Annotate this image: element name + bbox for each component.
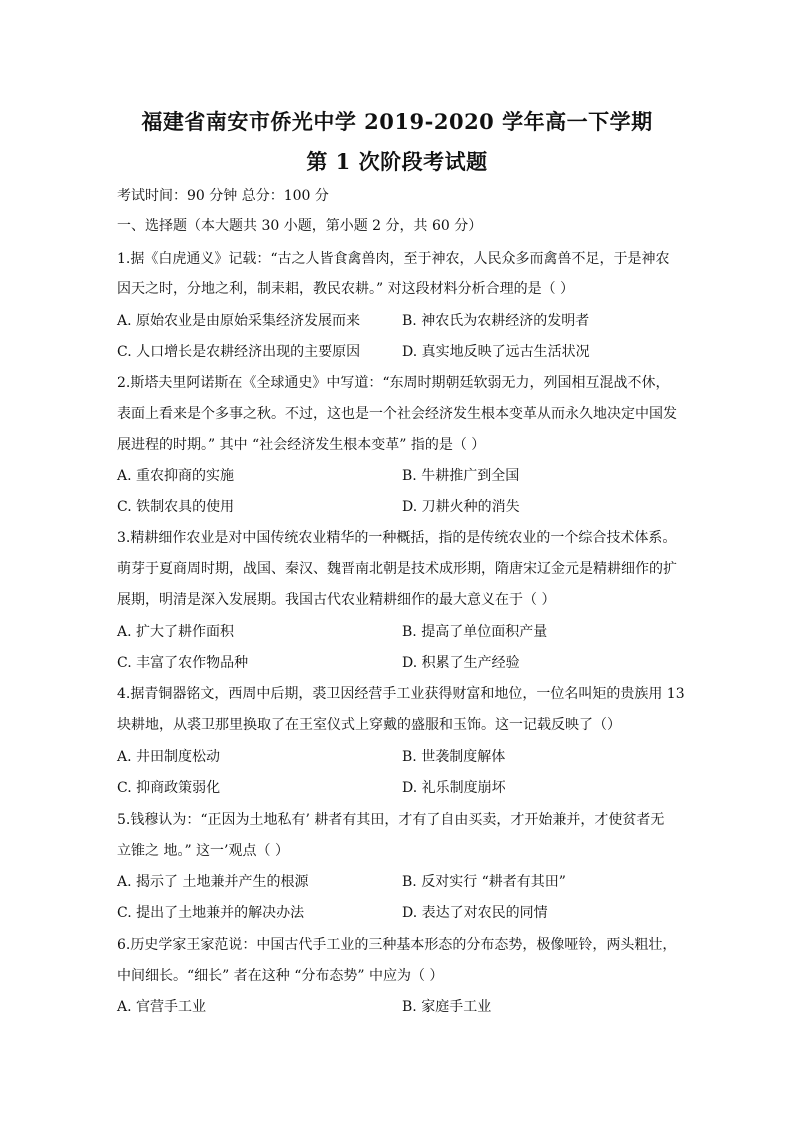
option-b: B. 牛耕推广到全国 xyxy=(402,468,520,484)
option-b: B. 神农氏为农耕经济的发明者 xyxy=(402,313,590,329)
question-text: 表面上看来是个多事之秋。不过，这也是一个社会经济发生根本变革从而永久地决定中国发 xyxy=(117,406,677,422)
question-text: 萌芽于夏商周时期，战国、秦汉、魏晋南北朝是技术成形期，隋唐宋辽金元是精耕细作的扩 xyxy=(117,561,677,577)
option-d: D. 真实地反映了远古生活状况 xyxy=(402,344,590,360)
question-text: 2.斯塔夫里阿诺斯在《全球通史》中写道：“东周时期朝廷软弱无力，列国相互混战不休， xyxy=(117,375,670,391)
option-c: C. 铁制农具的使用 xyxy=(117,499,235,515)
option-d: D. 礼乐制度崩坏 xyxy=(402,780,506,796)
option-b: B. 反对实行 “耕者有其田” xyxy=(402,874,566,890)
question-text: 块耕地，从裘卫那里换取了在王室仪式上穿戴的盛服和玉饰。这一记载反映了（） xyxy=(117,717,621,733)
option-b: B. 家庭手工业 xyxy=(402,999,492,1015)
question-text: 1.据《白虎通义》记载：“古之人皆食禽兽肉，至于神农，人民众多而禽兽不足，于是神农 xyxy=(117,251,670,267)
question-text: 5.钱穆认为：“正因为土地私有’ 耕者有其田，才有了自由买卖，才开始兼并，才使贫者无 xyxy=(117,812,665,828)
option-c: C. 提出了土地兼并的解决办法 xyxy=(117,905,305,921)
option-d: D. 积累了生产经验 xyxy=(402,655,520,671)
option-c: C. 人口增长是农耕经济出现的主要原因 xyxy=(117,344,361,360)
option-d: D. 刀耕火种的消失 xyxy=(402,499,520,515)
question-text: 6.历史学家王家范说：中国古代手工业的三种基本形态的分布态势，极像哑铃，两头粗壮， xyxy=(117,937,677,953)
question-text: 立锥之 地。” 这一’观点（ ） xyxy=(117,843,289,859)
exam-title-line1: 福建省南安市侨光中学 2019-2020 学年高一下学期 xyxy=(141,109,653,134)
option-b: B. 世袭制度解体 xyxy=(402,749,506,765)
option-a: A. 官营手工业 xyxy=(117,999,207,1015)
option-a: A. 扩大了耕作面积 xyxy=(117,624,235,640)
exam-info: 考试时间：90 分钟 总分：100 分 xyxy=(117,188,329,204)
question-text: 中间细长。“细长” 者在这种 “分布态势” 中应为（ ） xyxy=(117,968,444,984)
option-a: A. 揭示了 土地兼并产生的根源 xyxy=(117,874,309,890)
question-text: 4.据青铜器铭文，西周中后期，裘卫因经营手工业获得财富和地位，一位名叫矩的贵族用 13 xyxy=(117,686,685,702)
option-c: C. 抑商政策弱化 xyxy=(117,780,221,796)
option-a: A. 原始农业是由原始采集经济发展而来 xyxy=(117,313,361,329)
option-a: A. 重农抑商的实施 xyxy=(117,468,235,484)
question-text: 因天之时，分地之利，制耒耜，教民农耕。” 对这段材料分析合理的是（ ） xyxy=(117,281,575,297)
section-header: 一、选择题（本大题共 30 小题，第小题 2 分，共 60 分） xyxy=(117,218,483,234)
question-text: 展进程的时期。” 其中 “社会经济发生根本变革” 指的是（ ） xyxy=(117,437,486,453)
option-b: B. 提高了单位面积产量 xyxy=(402,624,548,640)
option-c: C. 丰富了农作物品种 xyxy=(117,655,249,671)
option-d: D. 表达了对农民的同情 xyxy=(402,905,548,921)
question-text: 展期，明清是深入发展期。我国古代农业精耕细作的最大意义在于（ ） xyxy=(117,592,556,608)
exam-title-line2: 第 1 次阶段考试题 xyxy=(306,149,488,174)
option-a: A. 井田制度松动 xyxy=(117,749,221,765)
question-text: 3.精耕细作农业是对中国传统农业精华的一种概括，指的是传统农业的一个综合技术体系。 xyxy=(117,530,677,546)
